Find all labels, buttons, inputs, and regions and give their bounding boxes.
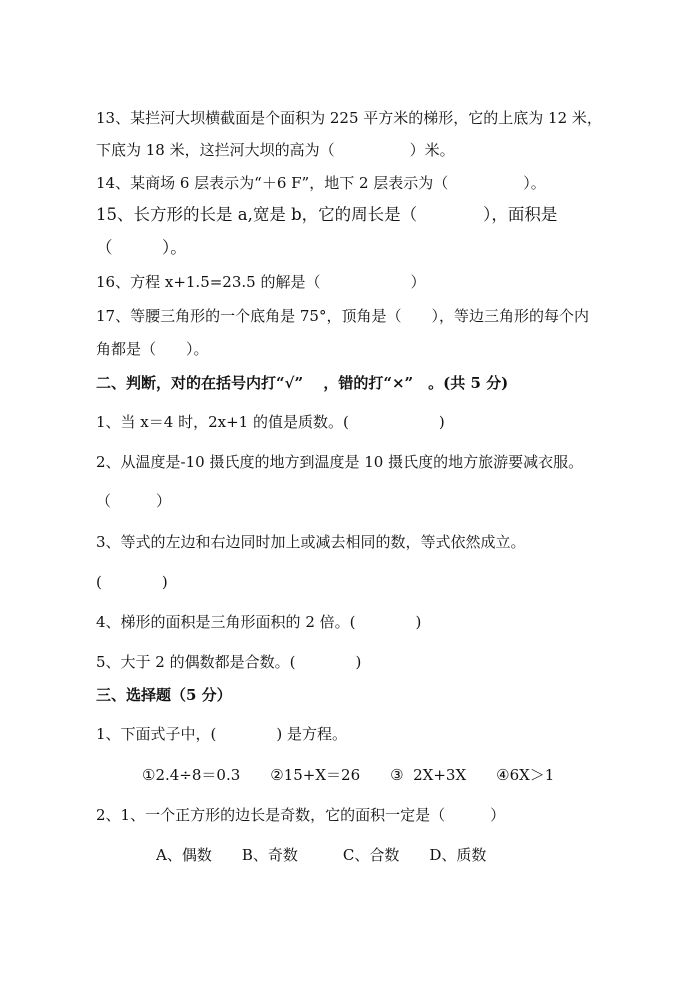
section-judge-header: 二、判断，对的在括号内打“√” ，错的打“×” 。(共 5 分) [96, 374, 509, 392]
judge-question-2-line-2: （ ） [96, 492, 172, 510]
question-14: 14、某商场 6 层表示为“＋6 F”，地下 2 层表示为（ ）。 [96, 174, 546, 192]
judge-question-3-line-2: ( ) [96, 573, 168, 591]
choice-question-1-options: ①2.4÷8＝0.3 ②15+X＝26 ③ 2X+3X ④6X＞1 [142, 766, 555, 784]
section-choice-header: 三、选择题（5 分） [96, 686, 232, 704]
judge-question-4: 4、梯形的面积是三角形面积的 2 倍。( ) [96, 613, 422, 631]
question-13-line-1: 13、某拦河大坝横截面是个面积为 225 平方米的梯形，它的上底为 12 米， [96, 109, 602, 127]
choice-question-1: 1、下面式子中，( ) 是方程。 [96, 725, 348, 743]
choice-question-2-options: A、偶数 B、奇数 C、合数 D、质数 [156, 846, 487, 864]
judge-question-2-line-1: 2、从温度是-10 摄氏度的地方到温度是 10 摄氏度的地方旅游要减衣服。 [96, 453, 584, 471]
question-17-line-2: 角都是（ ）。 [96, 340, 209, 358]
judge-question-3-line-1: 3、等式的左边和右边同时加上或减去相同的数，等式依然成立。 [96, 533, 526, 551]
judge-question-5: 5、大于 2 的偶数都是合数。( ) [96, 653, 362, 671]
judge-question-1: 1、当 x＝4 时，2x+1 的值是质数。( ) [96, 413, 445, 431]
question-15-line-1: 15、长方形的长是 a,宽是 b，它的周长是（ ），面积是 [96, 205, 558, 224]
question-16: 16、方程 x+1.5=23.5 的解是（ ） [96, 273, 426, 291]
choice-question-2: 2、1、一个正方形的边长是奇数，它的面积一定是（ ） [96, 806, 506, 824]
question-13-line-2: 下底为 18 米，这拦河大坝的高为（ ）米。 [96, 141, 455, 159]
question-15-line-2: （ ）。 [96, 238, 187, 257]
question-17-line-1: 17、等腰三角形的一个底角是 75°，顶角是（ ），等边三角形的每个内 [96, 307, 589, 325]
